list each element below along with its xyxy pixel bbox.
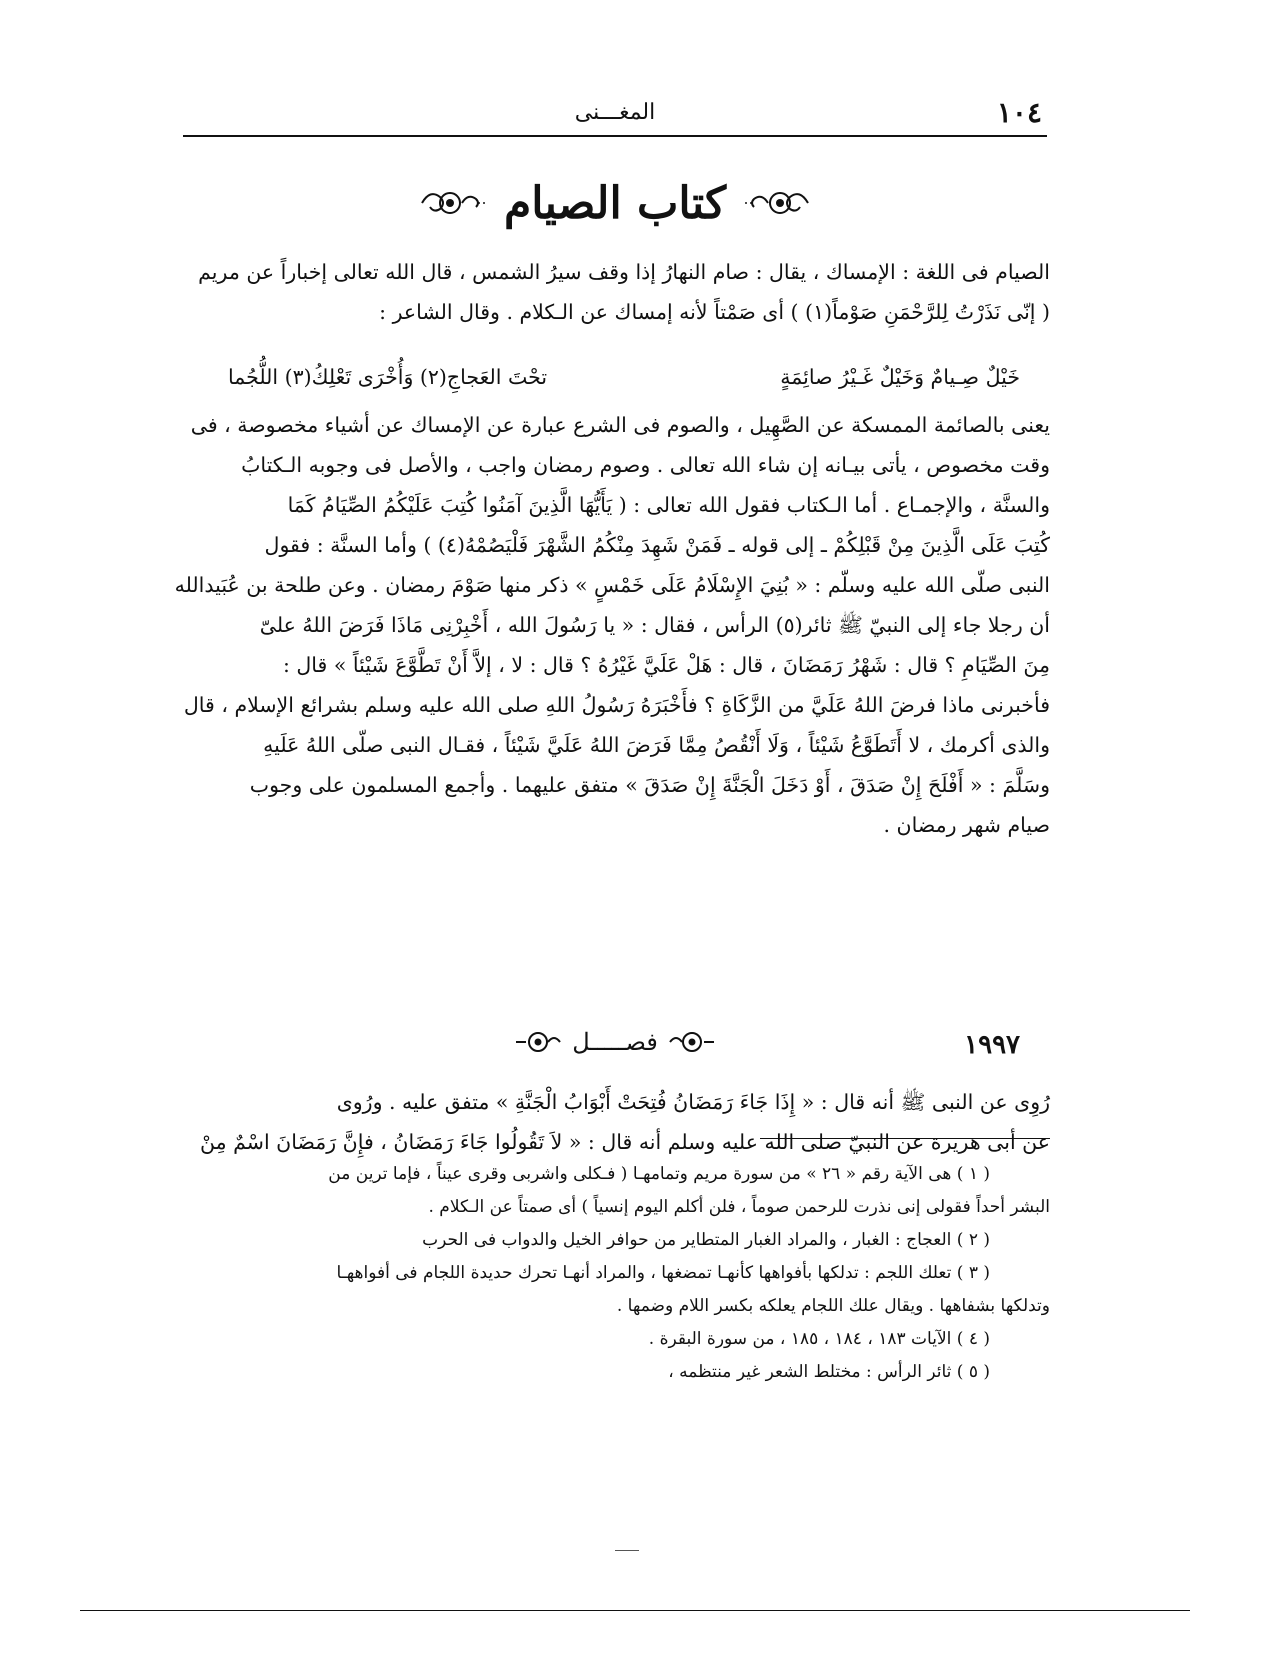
verse-hemistich-right: خَيْلٌ صِـيامٌ وَخَيْلٌ غَـيْرُ صائِمَةٍ <box>780 365 1020 389</box>
footnote-line: ( ١ ) هى الآية رقم « ٢٦ » من سورة مريم وتمامهـا ( فـكلى واشربى وقرى عيناً ، فإما ترين من <box>328 1164 990 1184</box>
text-line: وقت مخصوص ، يأتى بيـانه إن شاء الله تعالى . وصوم رمضان واجب ، والأصل فى وجوبه الـكتابُ <box>241 453 1050 477</box>
footnotes <box>198 1158 1050 1389</box>
footnote-line: ( ٢ ) العجاج : الغبار ، والمراد الغبار المتطاير من حوافر الخيل والدواب فى الحرب <box>422 1230 990 1250</box>
ornament-left-icon <box>420 183 490 223</box>
small-ornament-right-icon <box>668 1028 716 1056</box>
page-end-mark <box>615 1550 639 1551</box>
section-number: ١٩٩٧ <box>964 1030 1020 1060</box>
text-line: والذى أكرمك ، لا أَتَطَوَّعُ شَيْئاً ، وَلَا أَنْقُصُ مِمَّا فَرَضَ اللهُ عَلَيَّ شَيْئاً ، فقـال النبى صلّى اللهُ عَلَيهِ <box>263 733 1050 757</box>
footnote-line: ( ٥ ) ثائر الرأس : مختلط الشعر غير منتظمه ، <box>668 1362 990 1382</box>
section-paragraph <box>198 1082 1050 1162</box>
footnote-rule <box>760 1138 1050 1139</box>
text-line: يعنى بالصائمة الممسكة عن الصَّهِيل ، والصوم فى الشرع عبارة عن الإمساك عن أشياء مخصوصة ، فى <box>190 413 1050 437</box>
intro-paragraph <box>198 252 1050 332</box>
text-line: وسَلَّمَ : « أَفْلَحَ إِنْ صَدَقَ ، أَوْ دَخَلَ الْجَنَّةَ إِنْ صَدَقَ » متفق عليهما . وأجمع المسلمون على وجوب <box>249 773 1050 797</box>
bottom-rule <box>80 1610 1190 1611</box>
small-ornament-left-icon <box>514 1028 562 1056</box>
text-line: كُتِبَ عَلَى الَّذِينَ مِنْ قَبْلِكُمْ ـ إلى قوله ـ فَمَنْ شَهِدَ مِنْكُمُ الشَّهْرَ فَلْيَصُمْهُ(٤) ) وأما السنَّة : فقول <box>264 533 1050 557</box>
text-line: فأخبرنى ماذا فرضَ اللهُ عَلَيَّ من الزَّكَاةِ ؟ فأَخْبَرَهُ رَسُولُ اللهِ صلى الله عليه وسلم بشرائع الإسلام ، قال <box>183 693 1050 717</box>
footnote-line: ( ٣ ) تعلك اللجم : تدلكها بأفواهها كأنهـا تمضغها ، والمراد أنهـا تحرك حديدة اللجام فى أفواههـا <box>336 1263 990 1283</box>
poetry-verse <box>198 357 1050 397</box>
footnote-line: البشر أحداً فقولى إنى نذرت للرحمن صوماً ، فلن أكلم اليوم إنسياً ) أى صمتاً عن الـكلام . <box>428 1197 1050 1217</box>
ornament-right-icon <box>740 183 810 223</box>
text-line: الصيام فى اللغة : الإمساك ، يقال : صام النهارُ إذا وقف سيرُ الشمس ، قال الله تعالى إخباراً عن مريم <box>198 260 1050 284</box>
main-paragraph <box>174 405 1050 845</box>
section-heading <box>180 1022 1050 1072</box>
footnote-line: وتدلكها بشفاهها . ويقال علك اللجام يعلكه بكسر اللام وضمها . <box>616 1296 1050 1316</box>
section-label: فصـــــل <box>572 1028 658 1056</box>
text-line: ( إنّى نَذَرْتُ لِلرَّحْمَنِ صَوْماً(١) ) أى صَمْتاً لأنه إمساك عن الـكلام . وقال الشاعر : <box>379 300 1050 324</box>
verse-hemistich-left: تحْتَ العَجاجِ(٢) وَأُخْرَى تَعْلِكُ(٣) اللُّجُما <box>228 365 548 389</box>
running-title: المغـــنى <box>574 100 656 125</box>
text-line: مِنَ الصِّيَامِ ؟ قال : شَهْرُ رَمَضَانَ ، قال : هَلْ عَلَيَّ غَيْرُهُ ؟ قال : لا ، إلاَّ أَنْ تَطَّوَّعَ شَيْئاً » قال : <box>282 653 1050 677</box>
text-line: النبى صلّى الله عليه وسلّم : « بُنِيَ الإِسْلَامُ عَلَى خَمْسٍ » ذكر منها صَوْمَ رمضان . وعن طلحة بن عُبَيدالله <box>174 573 1050 597</box>
text-line: والسنَّة ، والإجمـاع . أما الـكتاب فقول الله تعالى : ( يَأَيُّهَا الَّذِينَ آمَنُوا كُتِبَ عَلَيْكُمُ الصِّيَامُ كَمَا <box>287 493 1050 517</box>
page-number: ١٠٤ <box>996 96 1042 129</box>
book-title-banner <box>180 168 1050 238</box>
section-title <box>180 1028 1050 1056</box>
footnote-line: ( ٤ ) الآيات ١٨٣ ، ١٨٤ ، ١٨٥ ، من سورة البقرة . <box>648 1329 990 1349</box>
text-line: أن رجلا جاء إلى النبيّ ﷺ ثائر(٥) الرأس ، فقال : « يا رَسُولَ الله ، أَخْبِرْنِى مَاذَا فَرَضَ اللهُ علىّ <box>259 613 1050 637</box>
text-line: رُوِى عن النبى ﷺ أنه قال : « إِذَا جَاءَ رَمَضَانُ فُتِحَتْ أَبْوَابُ الْجَنَّةِ » متفق عليه . ورُوى <box>336 1090 1050 1114</box>
header-rule <box>183 135 1047 137</box>
page-header <box>180 96 1050 140</box>
book-title: كتاب الصيام <box>503 177 727 229</box>
text-line: عن أبى هريرة عن النبيّ صلى الله عليه وسلم أنه قال : « لاَ تَقُولُوا جَاءَ رَمَضَانُ ، فإِنَّ رَمَضَانَ اسْمٌ مِنْ <box>200 1130 1050 1154</box>
text-line: صيام شهر رمضان . <box>883 813 1050 837</box>
